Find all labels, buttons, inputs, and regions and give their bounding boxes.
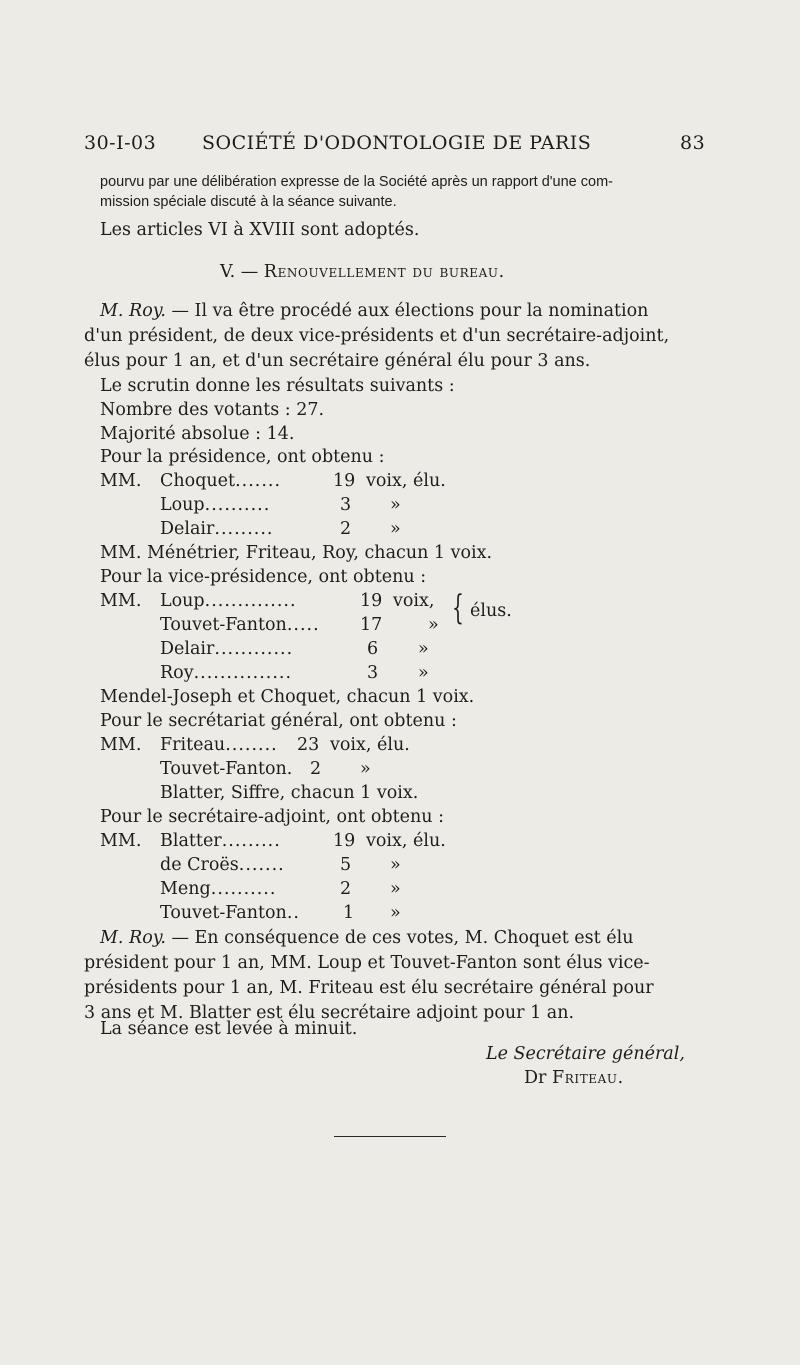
table-row (160, 735, 278, 755)
leader-dots: .......... (210, 879, 277, 899)
vote-count: 3 (367, 663, 379, 683)
leader-dots: ......... (214, 519, 274, 539)
presidency-heading: Pour la présidence, ont obtenu : (100, 447, 385, 467)
table-row (160, 903, 300, 923)
section-heading (220, 262, 505, 282)
presidency-others: MM. Ménétrier, Friteau, Roy, chacun 1 voix. (100, 543, 493, 563)
leader-dots: ............ (214, 639, 294, 659)
candidate-name: Delair (160, 639, 215, 659)
candidate-name: Choquet (160, 471, 236, 491)
vote-note: » (390, 903, 401, 923)
leader-dots: ..... (286, 615, 320, 635)
secretariat-heading: Pour le secrétariat général, ont obtenu : (100, 711, 457, 731)
row-prefix: MM. (100, 591, 142, 611)
row-prefix: MM. (100, 471, 142, 491)
vote-count: 2 (340, 519, 352, 539)
speech-1-line-2: d'un président, de deux vice-présidents et d'un secrétaire-adjoint, (84, 326, 670, 346)
vote-count: 2 (310, 759, 322, 779)
vice-presidency-heading: Pour la vice-présidence, ont obtenu : (100, 567, 427, 587)
vote-count: 17 (360, 615, 383, 635)
vote-note: » (428, 615, 439, 635)
vote-note: » (418, 663, 429, 683)
results-intro: Le scrutin donne les résultats suivants : (100, 376, 455, 396)
vote-note: » (360, 759, 371, 779)
vote-note: voix, élu. (366, 831, 446, 851)
table-row (160, 471, 281, 491)
header-title: SOCIÉTÉ D'ODONTOLOGIE DE PARIS (202, 132, 592, 154)
vote-note: » (390, 855, 401, 875)
candidate-name: Loup (160, 495, 205, 515)
assistant-heading: Pour le secrétaire-adjoint, ont obtenu : (100, 807, 445, 827)
leader-dots: ......... (221, 831, 281, 851)
speech-2-line-2: président pour 1 an, MM. Loup et Touvet-Fanton sont élus vice- (84, 953, 650, 973)
table-row (160, 591, 297, 611)
table-row (160, 855, 285, 875)
table-row (160, 639, 293, 659)
speech-1-line-1 (100, 301, 648, 321)
table-row (100, 471, 141, 491)
closing-rule (334, 1136, 446, 1137)
table-row (160, 519, 273, 539)
vote-count: 6 (367, 639, 379, 659)
table-row (160, 879, 276, 899)
row-prefix: MM. (100, 735, 142, 755)
candidate-name: Friteau (160, 735, 226, 755)
candidate-name: Touvet-Fanton. (160, 759, 293, 779)
candidate-name: Blatter (160, 831, 222, 851)
leader-dots: ............... (193, 663, 293, 683)
table-row (160, 495, 270, 515)
section-number: V. — (220, 262, 259, 282)
vote-count: 19 (333, 471, 356, 491)
articles-adopted: Les articles VI à XVIII sont adoptés. (100, 220, 420, 240)
leader-dots: ........ (225, 735, 278, 755)
leader-dots: .......... (204, 495, 271, 515)
speaker-name: M. Roy. (100, 928, 166, 948)
leader-dots: .............. (204, 591, 297, 611)
absolute-majority: Majorité absolue : 14. (100, 424, 295, 444)
vote-count: 23 (297, 735, 320, 755)
leader-dots: ....... (235, 471, 282, 491)
vote-count: 3 (340, 495, 352, 515)
vote-count: 19 (333, 831, 356, 851)
secretariat-others: Blatter, Siffre, chacun 1 voix. (160, 783, 419, 803)
candidate-name: Roy (160, 663, 194, 683)
vote-note: » (390, 519, 401, 539)
header-date: 30-I-03 (84, 132, 157, 154)
vote-note: » (418, 639, 429, 659)
intro-line-1: pourvu par une délibération expresse de la Société après un rapport d'une com- (100, 174, 614, 190)
elected-note: élus. (470, 601, 512, 621)
title-prefix: Dr (524, 1068, 547, 1088)
vote-count: 1 (343, 903, 355, 923)
row-prefix: MM. (100, 831, 142, 851)
header-page-number: 83 (680, 132, 706, 154)
signature-name (524, 1068, 624, 1088)
table-row (160, 759, 292, 779)
speech-2-text: — En conséquence de ces votes, M. Choquet est élu (171, 928, 634, 948)
intro-line-2: mission spéciale discuté à la séance suivante. (100, 194, 397, 210)
table-row (160, 615, 320, 635)
candidate-name: Touvet-Fanton (160, 903, 287, 923)
vote-note: voix, élu. (366, 471, 446, 491)
vote-note: voix, (393, 591, 435, 611)
candidate-name: Meng (160, 879, 211, 899)
signatory-name: Friteau. (551, 1068, 624, 1088)
brace-glyph: { (452, 588, 464, 628)
candidate-name: Loup (160, 591, 205, 611)
vote-count: 2 (340, 879, 352, 899)
table-row (160, 831, 281, 851)
vote-count: 5 (340, 855, 352, 875)
speaker-name: M. Roy. (100, 301, 166, 321)
leader-dots: ....... (238, 855, 285, 875)
voters-count: Nombre des votants : 27. (100, 400, 325, 420)
section-title: Renouvellement du bureau. (263, 262, 505, 282)
leader-dots: .. (286, 903, 300, 923)
speech-2-line-1 (100, 928, 633, 948)
table-row (160, 663, 292, 683)
speech-2-line-3: présidents pour 1 an, M. Friteau est élu secrétaire général pour (84, 978, 654, 998)
speech-1-line-3: élus pour 1 an, et d'un secrétaire général élu pour 3 ans. (84, 351, 591, 371)
vote-count: 19 (360, 591, 383, 611)
vote-note: » (390, 495, 401, 515)
candidate-name: Delair (160, 519, 215, 539)
vote-note: » (390, 879, 401, 899)
signature-role: Le Secrétaire général, (486, 1044, 685, 1064)
speech-2-line-4: 3 ans et M. Blatter est élu secrétaire adjoint pour 1 an. (84, 1003, 575, 1023)
vote-note: voix, élu. (330, 735, 410, 755)
vice-presidency-others: Mendel-Joseph et Choquet, chacun 1 voix. (100, 687, 475, 707)
candidate-name: de Croës (160, 855, 239, 875)
candidate-name: Touvet-Fanton (160, 615, 287, 635)
speech-1-text: — Il va être procédé aux élections pour la nomination (171, 301, 649, 321)
closing-line: La séance est levée à minuit. (100, 1019, 358, 1039)
